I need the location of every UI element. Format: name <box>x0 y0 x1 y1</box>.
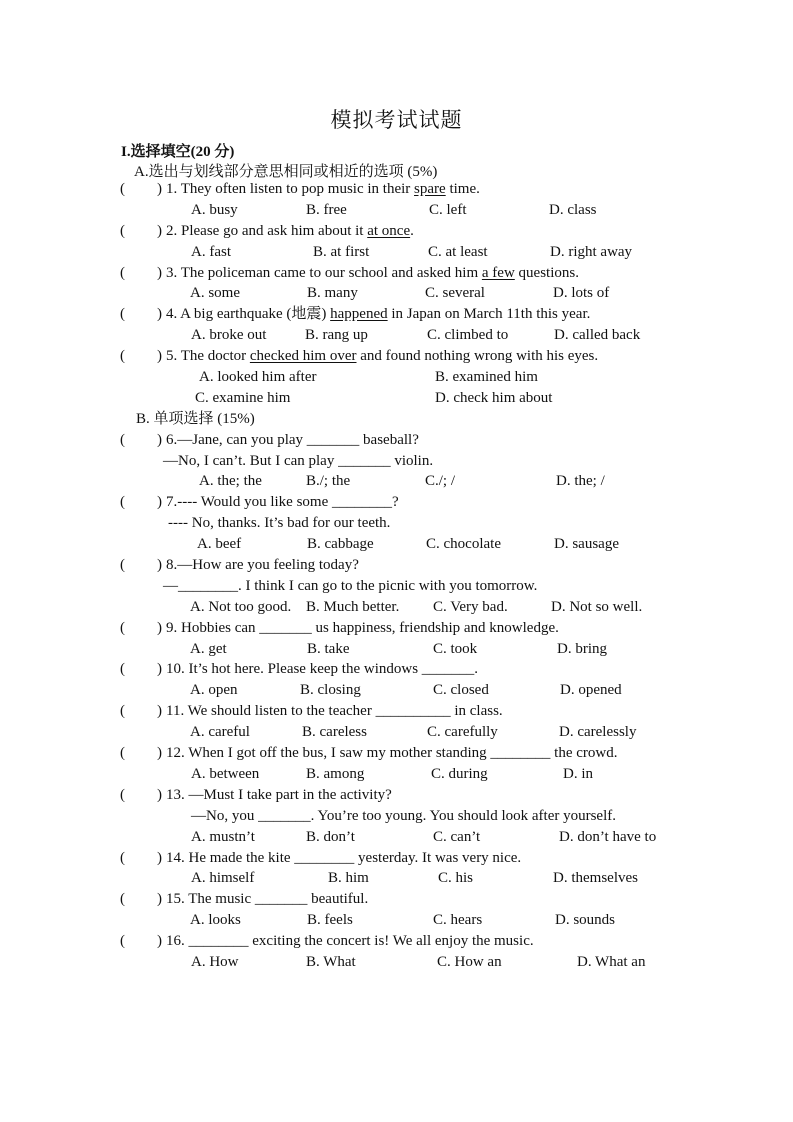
option-a: A. mustn’t <box>191 828 255 845</box>
options-row <box>0 680 793 701</box>
options-row <box>0 910 793 931</box>
page-title: 模拟考试试题 <box>330 108 463 132</box>
option-d: D. What an <box>577 953 646 970</box>
question-b-11 <box>0 701 793 722</box>
option-c: C./; / <box>425 473 456 490</box>
option-d: D. bring <box>557 640 607 657</box>
question-list <box>0 179 793 973</box>
option-d: D. check him about <box>435 389 553 406</box>
answer-paren-right: ) <box>157 661 162 678</box>
option-b: B. feels <box>307 912 353 929</box>
option-c: C. closed <box>433 682 489 699</box>
option-c: C. left <box>429 201 467 218</box>
option-d: D. right away <box>550 243 633 260</box>
section-heading: I.选择填空(20 分) <box>121 144 235 160</box>
reply-text: —No, you _______. You’re too young. You should look after yourself. <box>191 807 616 824</box>
answer-paren-right: ) <box>157 306 162 323</box>
question-b-10 <box>0 659 793 680</box>
option-b: B. rang up <box>305 327 368 344</box>
answer-paren-left: ( <box>120 494 125 511</box>
question-stem: 12. When I got off the bus, I saw my mother standing ________ the crowd. <box>166 745 618 762</box>
underlined-phrase: a few <box>481 264 515 281</box>
options-row <box>0 597 793 618</box>
question-b-9 <box>0 618 793 639</box>
options-row <box>0 534 793 555</box>
option-b: B. him <box>328 870 369 887</box>
answer-paren-right: ) <box>157 222 162 239</box>
options-row <box>0 827 793 848</box>
answer-paren-right: ) <box>157 619 162 636</box>
answer-paren-left: ( <box>120 264 125 281</box>
options-row <box>0 639 793 660</box>
option-a: A. busy <box>191 201 238 218</box>
question-b-8 <box>0 555 793 576</box>
option-b: B. at first <box>313 243 370 260</box>
option-b: B. cabbage <box>307 536 374 553</box>
answer-paren-right: ) <box>157 849 162 866</box>
option-c: C. took <box>433 640 478 657</box>
option-d: D. Not so well. <box>551 598 643 615</box>
option-a: A. fast <box>191 243 231 260</box>
answer-paren-right: ) <box>157 264 162 281</box>
question-dialogue-reply <box>0 451 793 472</box>
question-a-5 <box>0 346 793 367</box>
answer-paren-right: ) <box>157 348 162 365</box>
question-a-3 <box>0 263 793 284</box>
option-b: B. don’t <box>306 828 355 845</box>
question-a-4 <box>0 304 793 325</box>
options-row <box>0 868 793 889</box>
answer-paren-left: ( <box>120 933 125 950</box>
option-c: C. examine him <box>195 389 291 406</box>
options-row <box>0 242 793 263</box>
option-a: A. between <box>191 765 260 782</box>
part-b-heading <box>0 409 793 430</box>
answer-paren-left: ( <box>120 661 125 678</box>
options-row <box>0 283 793 304</box>
stem-text: . <box>410 222 414 239</box>
option-c: C. How an <box>437 953 502 970</box>
underlined-phrase: happened <box>330 306 388 323</box>
option-b: B./; the <box>306 473 351 490</box>
option-a: A. Not too good. <box>190 598 292 615</box>
option-d: D. don’t have to <box>559 828 657 845</box>
question-stem <box>166 179 480 200</box>
option-c: C. Very bad. <box>433 598 508 615</box>
answer-paren-left: ( <box>120 306 125 323</box>
stem-text: 4. A big earthquake (地震) <box>166 306 331 323</box>
answer-paren-left: ( <box>120 222 125 239</box>
option-d: D. carelessly <box>559 724 637 741</box>
option-c: C. during <box>431 765 488 782</box>
reply-text: ---- No, thanks. It’s bad for our teeth. <box>168 515 391 532</box>
question-dialogue-reply <box>0 806 793 827</box>
question-stem <box>166 346 598 367</box>
reply-text: —________. I think I can go to the picnic with you tomorrow. <box>163 577 538 594</box>
options-row <box>0 367 793 388</box>
option-c: C. at least <box>428 243 488 260</box>
option-d: D. in <box>563 765 593 782</box>
stem-text: 3. The policeman came to our school and asked him <box>166 264 482 281</box>
question-b-14 <box>0 848 793 869</box>
option-a: A. open <box>190 682 238 699</box>
answer-paren-right: ) <box>157 494 162 511</box>
option-d: D. class <box>549 201 597 218</box>
stem-text: 5. The doctor <box>166 348 250 365</box>
answer-paren-left: ( <box>120 786 125 803</box>
option-d: D. opened <box>560 682 622 699</box>
stem-text: 1. They often listen to pop music in their <box>166 181 415 197</box>
option-c: C. several <box>425 285 485 302</box>
underlined-phrase: checked him over <box>249 348 357 365</box>
option-d: D. sausage <box>554 536 619 553</box>
answer-paren-right: ) <box>157 703 162 720</box>
question-stem: 15. The music _______ beautiful. <box>166 891 369 908</box>
answer-paren-left: ( <box>120 181 125 197</box>
question-b-12 <box>0 743 793 764</box>
answer-paren-right: ) <box>157 181 162 197</box>
option-d: D. sounds <box>555 912 616 929</box>
stem-text: time. <box>445 181 480 197</box>
option-b: B. Much better. <box>306 598 400 615</box>
answer-paren-left: ( <box>120 891 125 908</box>
option-c: C. carefully <box>427 724 498 741</box>
part-b-label: B. 单项选择 (15%) <box>136 410 255 427</box>
option-a: A. beef <box>197 536 242 553</box>
stem-text: 2. Please go and ask him about it <box>166 222 368 239</box>
answer-paren-left: ( <box>120 849 125 866</box>
stem-text: questions. <box>514 264 579 281</box>
option-d: D. the; / <box>556 473 605 490</box>
option-c: C. hears <box>433 912 483 929</box>
option-b: B. closing <box>300 682 361 699</box>
question-stem: 16. ________ exciting the concert is! We all enjoy the music. <box>166 933 534 950</box>
question-stem: 7.---- Would you like some ________? <box>166 494 399 511</box>
answer-paren-right: ) <box>157 933 162 950</box>
answer-paren-left: ( <box>120 703 125 720</box>
stem-text: and found nothing wrong with his eyes. <box>356 348 599 365</box>
option-a: A. the; the <box>199 473 262 490</box>
underlined-phrase: spare <box>414 181 446 197</box>
answer-paren-left: ( <box>120 745 125 762</box>
option-a: A. broke out <box>191 327 267 344</box>
question-stem: 11. We should listen to the teacher __________ in class. <box>166 703 503 720</box>
option-a: A. How <box>191 953 239 970</box>
options-row <box>0 200 793 221</box>
options-row <box>0 388 793 409</box>
question-a-2 <box>0 221 793 242</box>
answer-paren-left: ( <box>120 557 125 574</box>
answer-paren-right: ) <box>157 557 162 574</box>
option-a: A. looks <box>190 912 241 929</box>
answer-paren-right: ) <box>157 786 162 803</box>
question-stem <box>166 221 414 242</box>
options-row <box>0 764 793 785</box>
reply-text: —No, I can’t. But I can play _______ violin. <box>163 452 434 469</box>
question-a-1 <box>0 179 793 200</box>
option-b: B. examined him <box>435 369 538 386</box>
answer-paren-right: ) <box>157 431 162 448</box>
option-d: D. themselves <box>553 870 638 887</box>
option-d: D. called back <box>554 327 641 344</box>
option-b: B. among <box>306 765 365 782</box>
options-row <box>0 325 793 346</box>
question-stem: 13. —Must I take part in the activity? <box>166 786 392 803</box>
question-stem: 14. He made the kite ________ yesterday. It was very nice. <box>166 849 522 866</box>
answer-paren-left: ( <box>120 619 125 636</box>
question-stem <box>166 304 590 325</box>
option-c: C. chocolate <box>426 536 501 553</box>
option-b: B. careless <box>302 724 367 741</box>
underlined-phrase: at once <box>367 222 411 239</box>
stem-text: in Japan on March 11th this year. <box>387 306 591 323</box>
question-b-6 <box>0 430 793 451</box>
answer-paren-right: ) <box>157 745 162 762</box>
options-row <box>0 471 793 492</box>
options-row <box>0 952 793 973</box>
question-b-13 <box>0 785 793 806</box>
options-row <box>0 722 793 743</box>
answer-paren-right: ) <box>157 891 162 908</box>
option-b: B. free <box>306 201 347 218</box>
question-b-7 <box>0 492 793 513</box>
answer-paren-left: ( <box>120 348 125 365</box>
option-a: A. himself <box>191 870 255 887</box>
option-d: D. lots of <box>553 285 610 302</box>
question-dialogue-reply <box>0 576 793 597</box>
option-a: A. some <box>190 285 240 302</box>
option-c: C. climbed to <box>427 327 509 344</box>
answer-paren-left: ( <box>120 431 125 448</box>
question-dialogue-reply <box>0 513 793 534</box>
question-stem: 10. It’s hot here. Please keep the windows _______. <box>166 661 479 678</box>
option-b: B. What <box>306 953 356 970</box>
option-c: C. can’t <box>433 828 481 845</box>
question-b-16 <box>0 931 793 952</box>
option-b: B. many <box>307 285 358 302</box>
option-a: A. careful <box>190 724 250 741</box>
part-a-heading: A.选出与划线部分意思相同或相近的选项 (5%) <box>134 164 438 180</box>
option-a: A. get <box>190 640 227 657</box>
option-c: C. his <box>438 870 474 887</box>
question-b-15 <box>0 889 793 910</box>
question-stem <box>166 263 579 284</box>
option-b: B. take <box>307 640 350 657</box>
option-a: A. looked him after <box>199 369 317 386</box>
question-stem: 9. Hobbies can _______ us happiness, friendship and knowledge. <box>166 619 559 636</box>
question-stem: 6.—Jane, can you play _______ baseball? <box>166 431 419 448</box>
question-stem: 8.—How are you feeling today? <box>166 557 359 574</box>
